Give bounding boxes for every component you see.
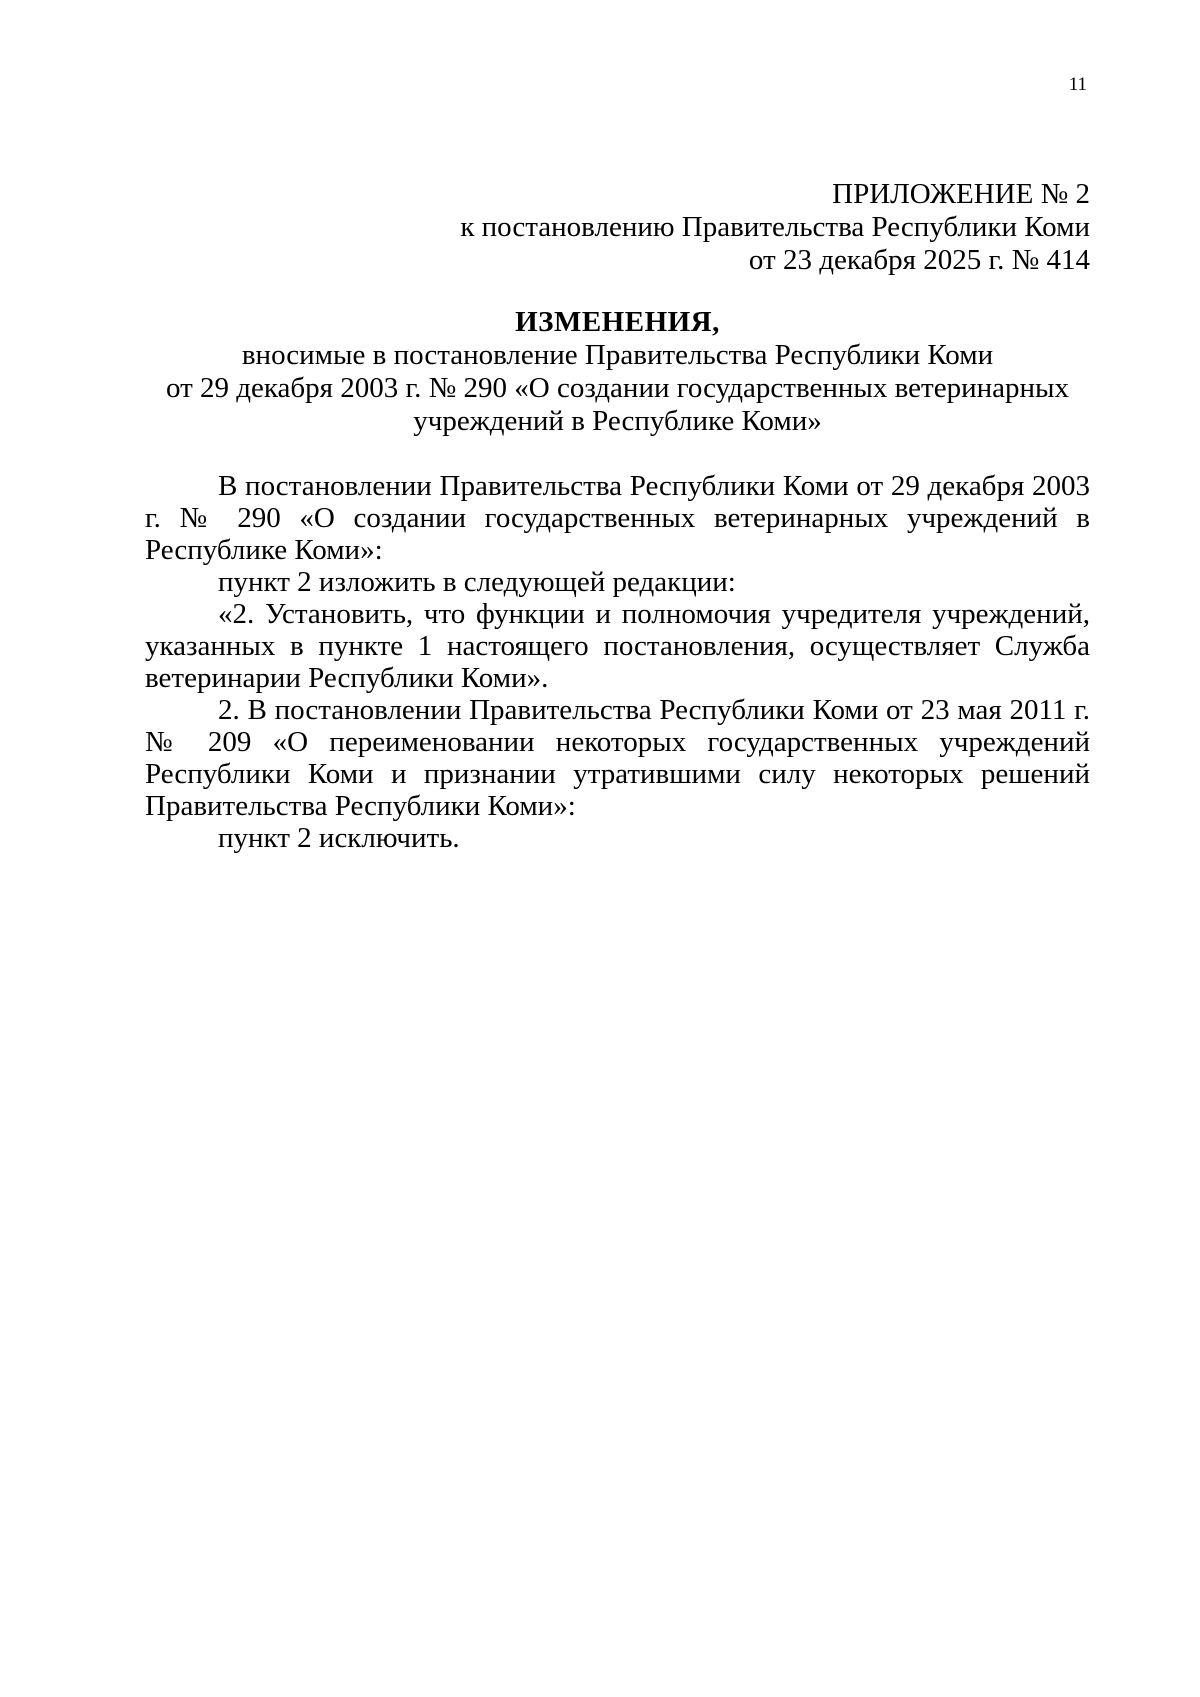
heading-subtitle-line-3: учреждений в Республике Коми» xyxy=(413,405,822,437)
page-number: 11 xyxy=(1068,74,1087,95)
paragraph-4: 2. В постановлении Правительства Республики Коми от 23 мая 2011 г. № 209 «О переименовании некоторых государственных учреждений Республики Коми и признании утратившими силу некоторых решений Правительства Республики Коми»: xyxy=(145,694,1090,822)
paragraph-3: «2. Установить, что функции и полномочия учредителя учреждений, указанных в пункте 1 настоящего постановления, осуществляет Служба ветеринарии Республики Коми». xyxy=(145,598,1090,694)
appendix-reference: к постановлению Правительства Республики Коми xyxy=(460,211,1090,243)
paragraph-1: В постановлении Правительства Республики Коми от 29 декабря 2003 г. № 290 «О создании государственных ветеринарных учреждений в Республике Коми»: xyxy=(145,470,1090,566)
appendix-header xyxy=(370,178,1090,277)
paragraph-2: пункт 2 изложить в следующей редакции: xyxy=(218,566,736,598)
document-heading xyxy=(145,306,1090,438)
heading-subtitle-line-2: от 29 декабря 2003 г. № 290 «О создании государственных ветеринарных xyxy=(165,372,1069,404)
appendix-number: ПРИЛОЖЕНИЕ № 2 xyxy=(832,178,1090,210)
heading-subtitle-line-1: вносимые в постановление Правительства Республики Коми xyxy=(241,339,994,371)
document-title: ИЗМЕНЕНИЯ, xyxy=(515,306,720,338)
appendix-date: от 23 декабря 2025 г. № 414 xyxy=(748,244,1090,276)
paragraph-5: пункт 2 исключить. xyxy=(218,822,460,854)
document-body xyxy=(145,470,1090,854)
